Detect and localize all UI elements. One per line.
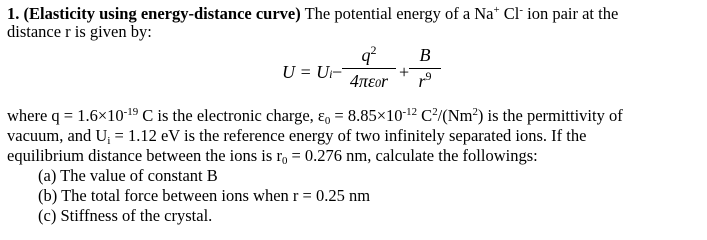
intro-text-3: ion pair at the	[523, 4, 619, 23]
part-a: (a) The value of constant B	[38, 166, 218, 185]
problem-line-1	[7, 4, 618, 23]
where-line-1: where $q = 1.6\times 10^{-19}$ C is the electronic charge, $\varepsilon_0 = 8.85\times 10^{-12}$ $C^2/(Nm^2)$ is the permittivity of	[7, 106, 623, 127]
potential-energy-equation	[282, 42, 452, 98]
intro-text-2: Cl	[499, 4, 520, 23]
intro-text-1: The potential energy of a Na	[300, 4, 494, 23]
problem-title: 1. (Elasticity using energy-distance curve)	[7, 4, 301, 23]
where-line-3: equilibrium distance between the ions is $r_0 = 0.276$ nm, calculate the followings:	[7, 146, 538, 167]
equation-fraction-2: B $r^9$	[407, 42, 443, 93]
where-line-2: vacuum, and $U_i = 1.12$ eV is the reference energy of two infinitely separated ions. If the	[7, 126, 587, 147]
cl-charge: -	[519, 4, 523, 17]
equation-lhs: U = Ui	[282, 62, 333, 82]
problem-line-2	[7, 22, 152, 41]
equation-minus: −	[332, 62, 343, 82]
intro-text-4: distance r is given by:	[7, 22, 152, 41]
na-charge: +	[493, 4, 500, 17]
equation-plus: +	[399, 62, 410, 82]
equation-fraction-1: $q^2$ 4πε0r	[340, 42, 398, 93]
part-c: (c) Stiffness of the crystal.	[38, 206, 213, 225]
part-b: (b) The total force between ions when r = 0.25 nm	[38, 186, 371, 205]
